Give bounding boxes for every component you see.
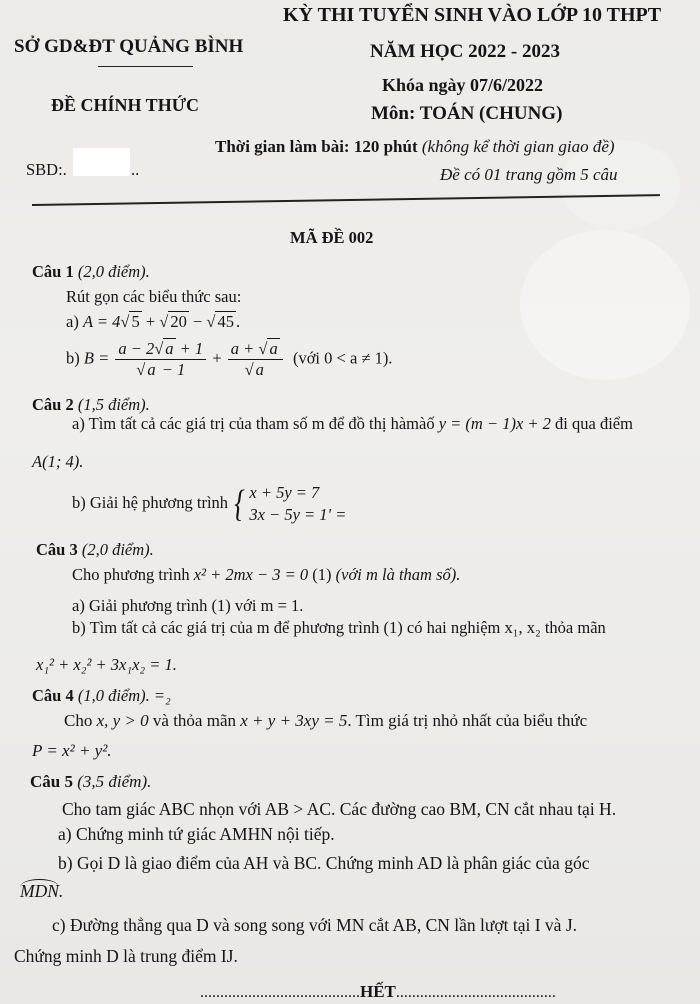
dept-underline xyxy=(98,66,193,67)
redacted-candidate-number xyxy=(73,148,130,176)
equation-system: { x + 5y = 7 3x − 5y = 1' = xyxy=(234,483,347,525)
exam-date: Khóa ngày 07/6/2022 xyxy=(382,75,544,95)
official-label: ĐỀ CHÍNH THỨC xyxy=(51,95,200,115)
question-4-expression: P = x² + y². xyxy=(32,741,112,760)
question-4-text: Cho x, y > 0 và thỏa mãn x + y + 3xy = 5. Tìm giá trị nhỏ nhất của biểu thức xyxy=(64,711,588,730)
school-year: NĂM HỌC 2022 - 2023 xyxy=(370,41,560,62)
question-5a: a) Chứng minh tứ giác AMHN nội tiếp. xyxy=(58,824,335,844)
question-4-heading: Câu 4 (1,0 điểm). =₂ xyxy=(32,686,171,705)
question-3-intro: Cho phương trình x² + 2mx − 3 = 0 (1) (với m là tham số). xyxy=(72,565,461,584)
question-1a: a) A = 4√ 5 + √ 20 − √ 45 . xyxy=(66,312,241,331)
question-1b: b) B = $\frac{a - 2√ a + 1}{√ a - 1}$ + $\frac{a + √ a}{√ a}$ (với 0 < a ≠ 1). xyxy=(66,339,393,379)
question-5c: c) Đường thẳng qua D và song song với MN cắt AB, CN lần lượt tại I và J. xyxy=(52,915,577,935)
page-count-note: Đề có 01 trang gồm 5 câu xyxy=(440,165,618,184)
time-allowed: Thời gian làm bài: 120 phút (không kể thời gian giao đề) xyxy=(215,137,615,156)
fraction-1: $\frac{a - 2√ a + 1}{√ a - 1}$ xyxy=(115,340,206,379)
candidate-number-dots: .. xyxy=(131,160,140,179)
question-2b: b) Giải hệ phương trình { x + 5y = 7 3x − 5y = 1' = xyxy=(72,483,347,525)
fraction-2: $\frac{a + √ a}{√ a}$ xyxy=(228,340,283,379)
question-3b: b) Tìm tất cả các giá trị của m để phương trình (1) có hai nghiệm x₁, x₂ thỏa mãn xyxy=(72,618,606,637)
question-2a-point: A(1; 4). xyxy=(32,452,84,471)
question-5c-line2: Chứng minh D là trung điểm IJ. xyxy=(14,946,238,966)
question-2a: a) Tìm tất cả các giá trị của tham số m để đồ thị hàmàố y = (m − 1)x + 2 đi qua điểm xyxy=(72,414,633,433)
question-5b: b) Gọi D là giao điểm của AH và BC. Chứng minh AD là phân giác của góc xyxy=(58,853,590,873)
question-5-intro: Cho tam giác ABC nhọn với AB > AC. Các đường cao BM, CN cắt nhau tại H. xyxy=(62,799,617,819)
question-1-heading: Câu 1 (2,0 điểm). xyxy=(32,262,150,281)
question-1-intro: Rút gọn các biểu thức sau: xyxy=(66,287,242,306)
subject: Môn: TOÁN (CHUNG) xyxy=(371,103,563,124)
department-name: SỞ GD&ĐT QUẢNG BÌNH xyxy=(14,36,244,57)
light-glare xyxy=(520,230,690,380)
exam-code: MÃ ĐỀ 002 xyxy=(290,228,374,247)
question-3-heading: Câu 3 (2,0 điểm). xyxy=(36,540,154,559)
question-3b-condition: x₁² + x₂² + 3x₁x₂ = 1. xyxy=(36,655,177,674)
question-2-heading: Câu 2 (1,5 điểm). xyxy=(32,395,150,414)
question-3a: a) Giải phương trình (1) với m = 1. xyxy=(72,596,304,615)
question-5b-angle: MDN. xyxy=(20,881,64,901)
end-marker: ........................................HẾT........................................ xyxy=(200,982,556,1001)
exam-title: KỲ THI TUYỂN SINH VÀO LỚP 10 THPT xyxy=(283,4,662,26)
candidate-number-label: SBD:. xyxy=(26,160,67,179)
question-5-heading: Câu 5 (3,5 điểm). xyxy=(30,772,152,791)
